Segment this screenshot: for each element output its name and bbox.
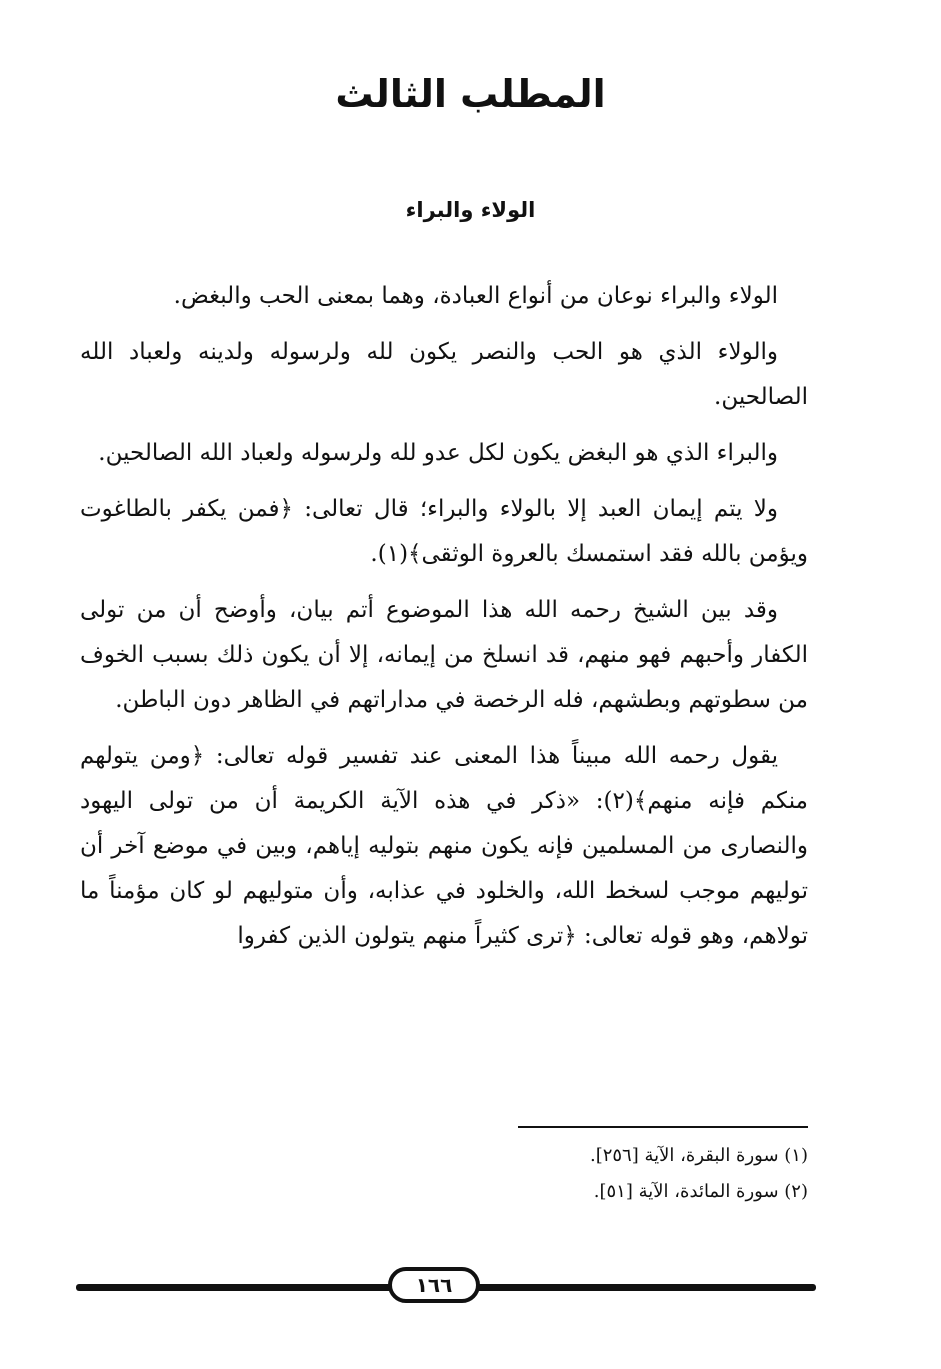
body-text [80,274,808,970]
page-number: ١٦٦ [388,1267,480,1303]
footnote: (٢) سورة المائدة، الآية [٥١]. [593,1181,808,1202]
footnote: (١) سورة البقرة، الآية [٢٥٦]. [589,1145,808,1166]
paragraph: ولا يتم إيمان العبد إلا بالولاء والبراء؛ قال تعالى: ﴿فمن يكفر بالطاغوت ويؤمن بالله فقد استمسك بالعروة الوثقى﴾(١). [80,496,808,567]
paragraph: والبراء الذي هو البغض يكون لكل عدو لله ولرسوله ولعباد الله الصالحين. [98,440,778,466]
paragraph: وقد بين الشيخ رحمه الله هذا الموضوع أتم بيان، وأوضح أن من تولى الكفار وأحبهم فهو منهم، قد انسلخ من إيمانه، إلا أن يكون ذلك بسبب الخوف من سطوتهم وبطشهم، فله الرخصة في مداراتهم في الظاهر دون الباطن. [80,597,808,713]
section-title: المطلب الثالث [335,72,606,116]
paragraph: الولاء والبراء نوعان من أنواع العبادة، وهما بمعنى الحب والبغض. [173,283,778,309]
paragraph: والولاء الذي هو الحب والنصر يكون لله ولرسوله ولدينه ولعباد الله الصالحين. [80,339,808,410]
paragraph: يقول رحمه الله مبيناً هذا المعنى عند تفسير قوله تعالى: ﴿ومن يتولهم منكم فإنه منهم﴾(٢): «ذكر في هذه الآية الكريمة أن من تولى اليهود والنصارى من المسلمين فإنه يكون منهم بتوليه إياهم، وبين في موضع آخر أن توليهم موجب لسخط الله، والخلود في عذابه، وأن متوليهم لو كان مؤمناً ما تولاهم، وهو قوله تعالى: ﴿ترى كثيراً منهم يتولون الذين كفروا [80,743,808,949]
section-subtitle: الولاء والبراء [405,198,536,222]
footnotes [80,1138,808,1210]
footnote-divider [518,1126,808,1128]
